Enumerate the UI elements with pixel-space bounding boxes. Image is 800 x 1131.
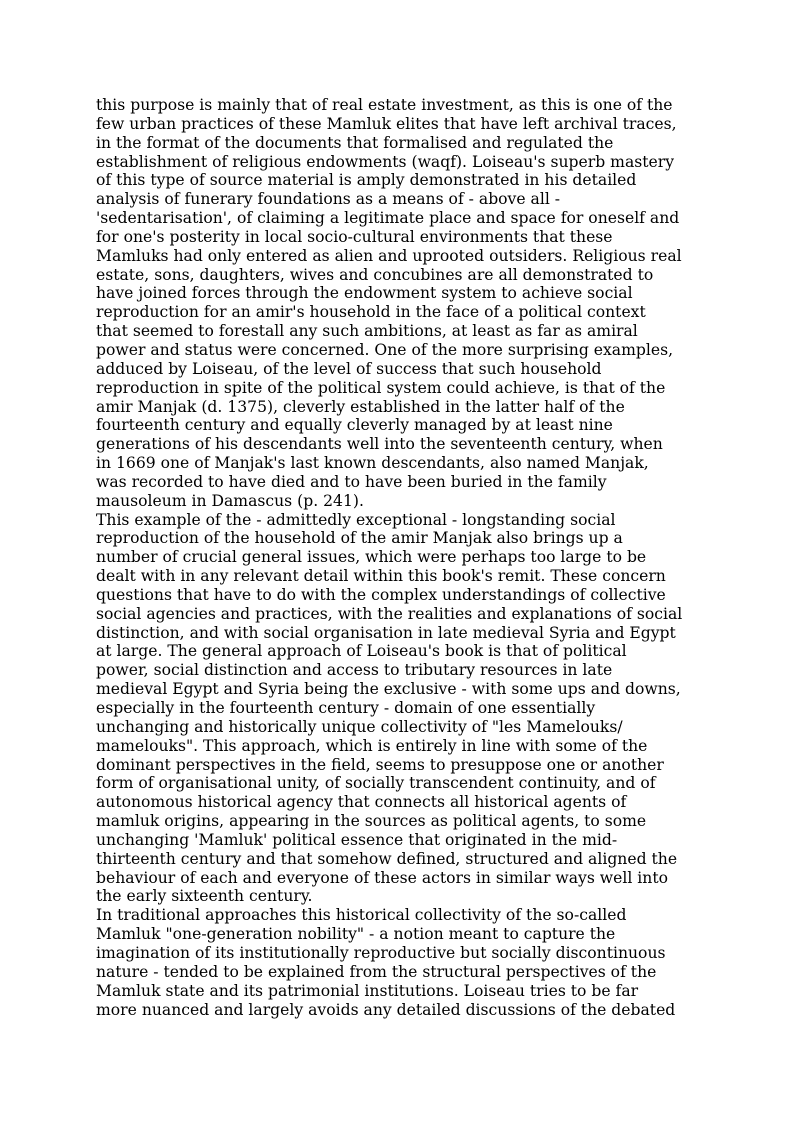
text-line: this purpose is mainly that of real estate investment, as this is one of the (96, 96, 673, 114)
body-text (96, 96, 706, 1019)
paragraph-2 (96, 511, 706, 907)
text-line: number of crucial general issues, which were perhaps too large to be (96, 548, 647, 567)
text-line: analysis of funerary foundations as a means of - above all - (96, 190, 561, 209)
text-line: social agencies and practices, with the realities and explanations of social (96, 604, 683, 623)
text-line: generations of his descendants well into the seventeenth century, when (96, 435, 663, 454)
text-line: unchanging and historically unique collectivity of "les Mamelouks/ (96, 717, 623, 736)
text-line: more nuanced and largely avoids any detailed discussions of the debated (96, 1000, 676, 1019)
text-line: nature - tended to be explained from the structural perspectives of the (96, 962, 657, 981)
text-line: power and status were concerned. One of the more surprising examples, (96, 340, 674, 359)
text-line: This example of the - admittedly exceptional - longstanding social (96, 510, 616, 529)
text-line: autonomous historical agency that connects all historical agents of (96, 793, 627, 812)
text-line: behaviour of each and everyone of these actors in similar ways well into (96, 868, 668, 887)
text-line: reproduction in spite of the political system could achieve, is that of the (96, 378, 666, 397)
paragraph-3 (96, 906, 706, 1019)
text-line: was recorded to have died and to have been buried in the family (96, 472, 607, 491)
text-line: Mamluks had only entered as alien and uprooted outsiders. Religious real (96, 246, 682, 265)
text-line: reproduction of the household of the amir Manjak also brings up a (96, 529, 623, 548)
text-line: distinction, and with social organisation in late medieval Syria and Egypt (96, 623, 676, 642)
text-line: of this type of source material is amply demonstrated in his detailed (96, 171, 637, 190)
text-line: mamelouks". This approach, which is entirely in line with some of the (96, 736, 648, 755)
text-line: amir Manjak (d. 1375), cleverly established in the latter half of the (96, 397, 625, 416)
text-line: Mamluk state and its patrimonial institutions. Loiseau tries to be far (96, 981, 639, 1000)
document-page (96, 96, 706, 1019)
text-line: that seemed to forestall any such ambitions, at least as far as amiral (96, 322, 638, 341)
text-line: in the format of the documents that formalised and regulated the (96, 133, 614, 152)
text-line: In traditional approaches this historical collectivity of the so-called (96, 906, 627, 925)
text-line: questions that have to do with the complex understandings of collective (96, 585, 666, 604)
text-line: establishment of religious endowments (waqf). Loiseau's superb mastery (96, 152, 675, 171)
text-line: for one's posterity in local socio-cultural environments that these (96, 227, 613, 246)
text-line: unchanging 'Mamluk' political essence that originated in the mid- (96, 830, 618, 849)
text-line: at large. The general approach of Loiseau's book is that of political (96, 642, 627, 661)
text-line: the early sixteenth century. (96, 887, 313, 906)
text-line: in 1669 one of Manjak's last known descendants, also named Manjak, (96, 454, 649, 473)
text-line: thirteenth century and that somehow defined, structured and aligned the (96, 849, 678, 868)
text-line: adduced by Loiseau, of the level of success that such household (96, 359, 602, 378)
paragraph-1 (96, 96, 706, 511)
text-line: mamluk origins, appearing in the sources as political agents, to some (96, 812, 647, 831)
text-line: dealt with in any relevant detail within this book's remit. These concern (96, 567, 666, 586)
text-line: fourteenth century and equally cleverly managed by at least nine (96, 416, 613, 435)
text-line: have joined forces through the endowment system to achieve social (96, 284, 633, 303)
text-line: especially in the fourteenth century - domain of one essentially (96, 699, 596, 717)
text-line: 'sedentarisation', of claiming a legitimate place and space for oneself and (96, 209, 680, 228)
text-line: few urban practices of these Mamluk elites that have left archival traces, (96, 114, 677, 133)
text-line: dominant perspectives in the field, seems to presuppose one or another (96, 755, 664, 774)
text-line: estate, sons, daughters, wives and concubines are all demonstrated to (96, 265, 654, 284)
text-line: imagination of its institutionally reproductive but socially discontinuous (96, 943, 666, 962)
text-line: power, social distinction and access to tributary resources in late (96, 661, 613, 680)
text-line: form of organisational unity, of socially transcendent continuity, and of (96, 774, 656, 793)
text-line: medieval Egypt and Syria being the exclusive - with some ups and downs, (96, 680, 681, 699)
text-line: Mamluk "one-generation nobility" - a notion meant to capture the (96, 925, 616, 944)
text-line: reproduction for an amir's household in the face of a political context (96, 303, 646, 322)
text-line: mausoleum in Damascus (p. 241). (96, 491, 364, 510)
